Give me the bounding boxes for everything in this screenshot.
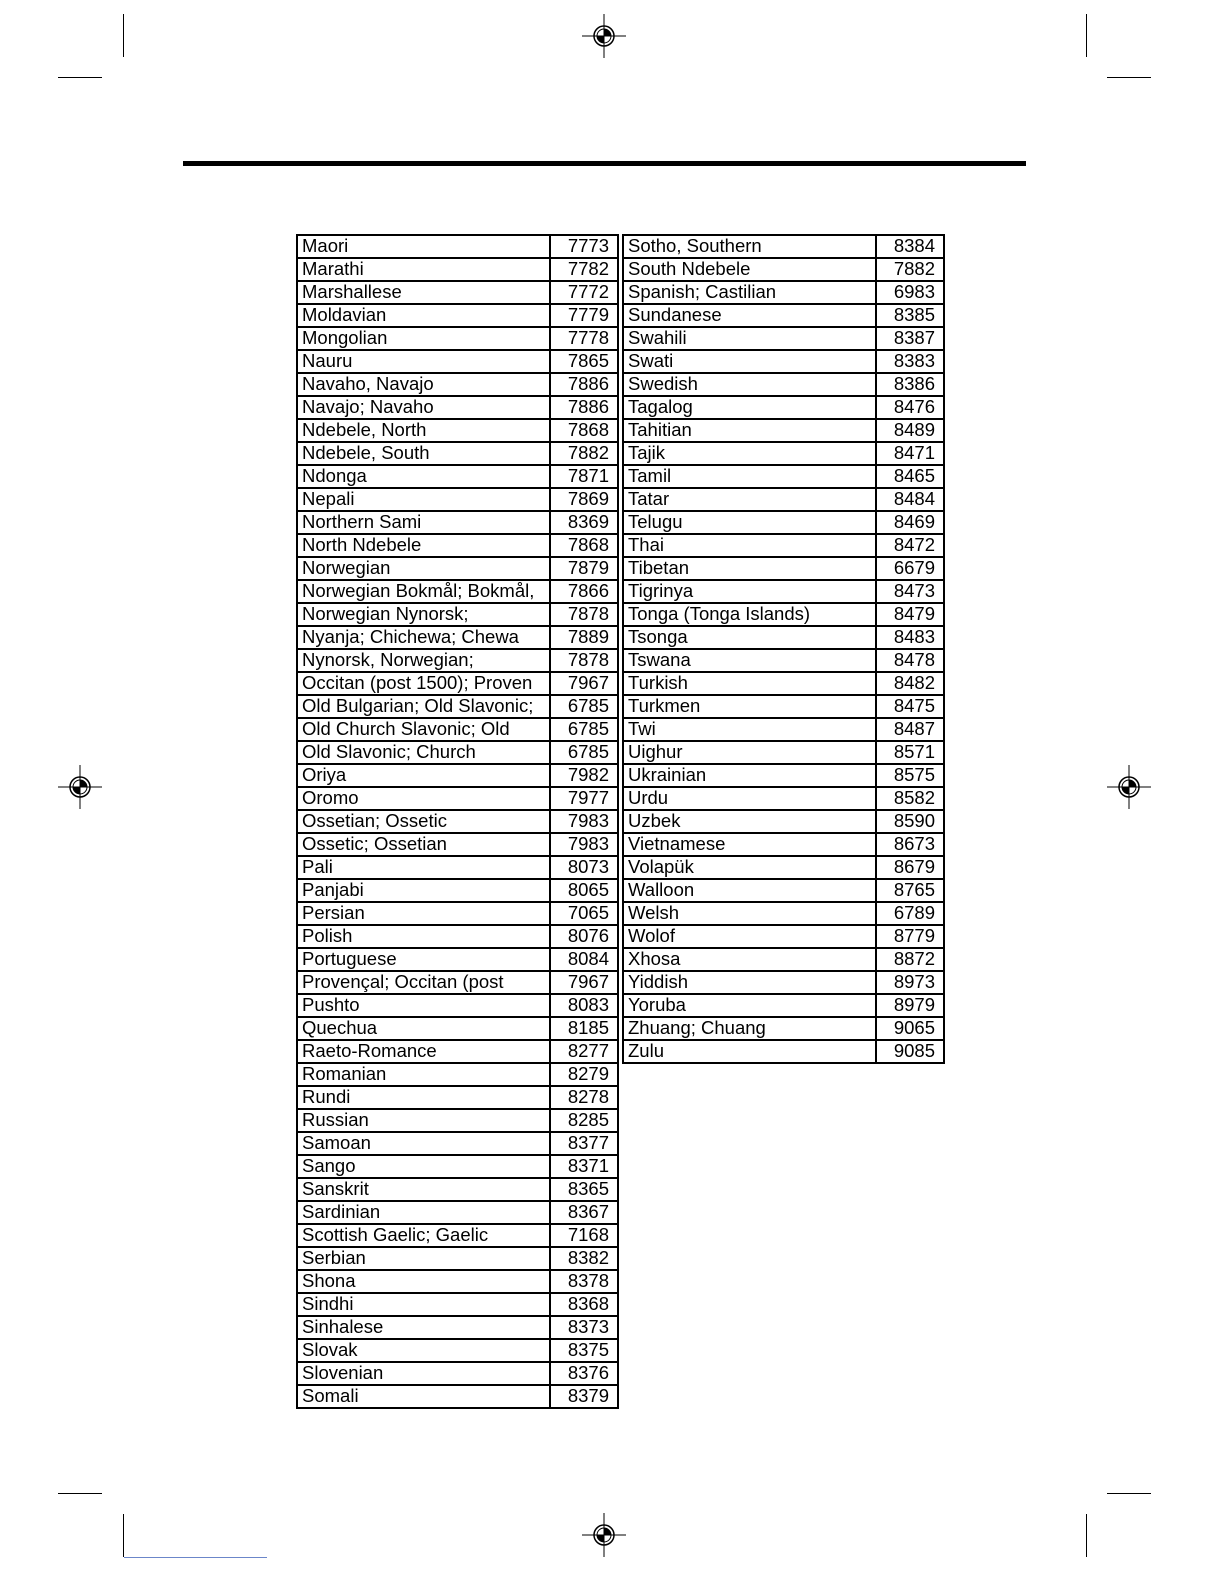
language-name-cell: Occitan (post 1500); Proven	[297, 672, 550, 695]
language-name-cell: Urdu	[623, 787, 876, 810]
language-name-cell: Quechua	[297, 1017, 550, 1040]
language-name-cell: Tamil	[623, 465, 876, 488]
table-row	[297, 764, 618, 787]
table-row	[623, 718, 944, 741]
language-code-cell: 7889	[550, 626, 618, 649]
language-code-cell: 8872	[876, 948, 944, 971]
table-row	[297, 787, 618, 810]
registration-mark-icon	[58, 765, 102, 809]
language-name-cell: Somali	[297, 1385, 550, 1408]
language-code-cell: 7982	[550, 764, 618, 787]
table-row	[623, 741, 944, 764]
language-code-cell: 8279	[550, 1063, 618, 1086]
language-code-cell: 8571	[876, 741, 944, 764]
language-name-cell: Pushto	[297, 994, 550, 1017]
table-row	[297, 856, 618, 879]
language-name-cell: Marshallese	[297, 281, 550, 304]
language-code-cell: 8378	[550, 1270, 618, 1293]
language-name-cell: Persian	[297, 902, 550, 925]
language-code-cell: 8367	[550, 1201, 618, 1224]
table-row	[623, 695, 944, 718]
table-row	[297, 465, 618, 488]
language-code-cell: 7871	[550, 465, 618, 488]
table-row	[623, 488, 944, 511]
language-name-cell: Navaho, Navajo	[297, 373, 550, 396]
language-name-cell: Yiddish	[623, 971, 876, 994]
language-name-cell: Zulu	[623, 1040, 876, 1063]
language-name-cell: Swahili	[623, 327, 876, 350]
language-code-table-left	[296, 234, 619, 1409]
table-row	[623, 787, 944, 810]
language-code-cell: 8376	[550, 1362, 618, 1385]
table-row	[297, 350, 618, 373]
table-row	[297, 879, 618, 902]
table-row	[297, 626, 618, 649]
language-name-cell: Maori	[297, 235, 550, 258]
language-name-cell: Norwegian Nynorsk;	[297, 603, 550, 626]
language-code-cell: 8582	[876, 787, 944, 810]
language-code-cell: 8386	[876, 373, 944, 396]
table-row	[623, 948, 944, 971]
language-code-cell: 6785	[550, 718, 618, 741]
language-name-cell: Marathi	[297, 258, 550, 281]
language-name-cell: Russian	[297, 1109, 550, 1132]
table-row	[623, 580, 944, 603]
language-code-cell: 8472	[876, 534, 944, 557]
language-name-cell: Northern Sami	[297, 511, 550, 534]
language-name-cell: Ukrainian	[623, 764, 876, 787]
table-row	[297, 833, 618, 856]
table-row	[297, 948, 618, 971]
registration-mark-icon	[582, 1513, 626, 1557]
language-code-cell: 8479	[876, 603, 944, 626]
language-code-cell: 8375	[550, 1339, 618, 1362]
language-name-cell: Rundi	[297, 1086, 550, 1109]
language-code-cell: 8484	[876, 488, 944, 511]
language-code-cell: 8979	[876, 994, 944, 1017]
table-row	[297, 902, 618, 925]
language-code-cell: 7866	[550, 580, 618, 603]
language-name-cell: Old Slavonic; Church	[297, 741, 550, 764]
language-code-cell: 8377	[550, 1132, 618, 1155]
language-name-cell: Norwegian Bokmål; Bokmål,	[297, 580, 550, 603]
language-code-cell: 7865	[550, 350, 618, 373]
table-row	[297, 327, 618, 350]
language-name-cell: Sinhalese	[297, 1316, 550, 1339]
language-name-cell: Zhuang; Chuang	[623, 1017, 876, 1040]
table-row	[623, 465, 944, 488]
language-code-cell: 8575	[876, 764, 944, 787]
table-row	[297, 235, 618, 258]
crop-mark-bottom-right-horizontal	[1107, 1493, 1151, 1494]
crop-mark-bottom-left-vertical	[123, 1514, 124, 1557]
language-code-cell: 7772	[550, 281, 618, 304]
language-name-cell: North Ndebele	[297, 534, 550, 557]
language-name-cell: Navajo; Navaho	[297, 396, 550, 419]
table-row	[297, 580, 618, 603]
language-code-cell: 7886	[550, 396, 618, 419]
language-code-cell: 6789	[876, 902, 944, 925]
language-name-cell: Polish	[297, 925, 550, 948]
language-code-cell: 8590	[876, 810, 944, 833]
language-code-cell: 8083	[550, 994, 618, 1017]
language-code-cell: 6785	[550, 695, 618, 718]
table-row	[297, 1178, 618, 1201]
table-row	[623, 534, 944, 557]
language-code-cell: 8471	[876, 442, 944, 465]
table-row	[297, 649, 618, 672]
language-name-cell: Slovenian	[297, 1362, 550, 1385]
language-name-cell: Uzbek	[623, 810, 876, 833]
language-code-cell: 8073	[550, 856, 618, 879]
table-row	[623, 603, 944, 626]
table-row	[297, 603, 618, 626]
table-row	[623, 994, 944, 1017]
language-name-cell: Tajik	[623, 442, 876, 465]
language-code-cell: 7773	[550, 235, 618, 258]
language-code-cell: 8365	[550, 1178, 618, 1201]
table-row	[297, 718, 618, 741]
language-code-cell: 8371	[550, 1155, 618, 1178]
table-row	[623, 511, 944, 534]
language-code-cell: 8368	[550, 1293, 618, 1316]
table-row	[297, 1155, 618, 1178]
language-name-cell: Sindhi	[297, 1293, 550, 1316]
table-row	[623, 281, 944, 304]
language-code-cell: 8383	[876, 350, 944, 373]
language-code-cell: 8285	[550, 1109, 618, 1132]
language-name-cell: Tsonga	[623, 626, 876, 649]
language-code-cell: 8278	[550, 1086, 618, 1109]
table-row	[297, 1132, 618, 1155]
language-code-cell: 8469	[876, 511, 944, 534]
language-name-cell: Tagalog	[623, 396, 876, 419]
language-name-cell: Spanish; Castilian	[623, 281, 876, 304]
table-row	[623, 1017, 944, 1040]
language-code-cell: 8387	[876, 327, 944, 350]
language-code-cell: 7967	[550, 672, 618, 695]
bottom-link-underline	[124, 1557, 267, 1558]
language-code-cell: 8379	[550, 1385, 618, 1408]
table-row	[623, 649, 944, 672]
registration-mark-icon	[582, 14, 626, 58]
language-name-cell: Tibetan	[623, 557, 876, 580]
language-code-cell: 8084	[550, 948, 618, 971]
registration-mark-icon	[1107, 765, 1151, 809]
language-name-cell: Uighur	[623, 741, 876, 764]
language-name-cell: Shona	[297, 1270, 550, 1293]
table-row	[623, 235, 944, 258]
table-row	[623, 810, 944, 833]
table-row	[623, 626, 944, 649]
table-row	[623, 442, 944, 465]
table-row	[297, 1063, 618, 1086]
table-row	[623, 833, 944, 856]
language-name-cell: Sango	[297, 1155, 550, 1178]
language-name-cell: Nynorsk, Norwegian;	[297, 649, 550, 672]
language-code-cell: 8384	[876, 235, 944, 258]
table-row	[297, 1224, 618, 1247]
language-code-cell: 7868	[550, 534, 618, 557]
language-name-cell: Oriya	[297, 764, 550, 787]
language-code-cell: 8765	[876, 879, 944, 902]
table-row	[297, 396, 618, 419]
table-row	[297, 925, 618, 948]
language-code-cell: 7977	[550, 787, 618, 810]
language-name-cell: South Ndebele	[623, 258, 876, 281]
table-row	[297, 511, 618, 534]
language-code-cell: 8489	[876, 419, 944, 442]
table-row	[297, 258, 618, 281]
crop-mark-bottom-right-vertical	[1086, 1514, 1087, 1557]
language-code-cell: 7882	[876, 258, 944, 281]
language-code-cell: 7983	[550, 810, 618, 833]
table-row	[623, 902, 944, 925]
language-name-cell: Panjabi	[297, 879, 550, 902]
language-code-table-right	[622, 234, 945, 1064]
language-name-cell: Yoruba	[623, 994, 876, 1017]
language-name-cell: Norwegian	[297, 557, 550, 580]
crop-mark-top-right-vertical	[1086, 14, 1087, 57]
crop-mark-top-left-vertical	[123, 14, 124, 57]
language-code-cell: 7886	[550, 373, 618, 396]
language-code-cell: 9065	[876, 1017, 944, 1040]
table-row	[623, 672, 944, 695]
language-name-cell: Sanskrit	[297, 1178, 550, 1201]
language-code-cell: 8076	[550, 925, 618, 948]
table-row	[297, 304, 618, 327]
language-name-cell: Turkish	[623, 672, 876, 695]
language-name-cell: Swati	[623, 350, 876, 373]
table-row	[297, 557, 618, 580]
language-name-cell: Moldavian	[297, 304, 550, 327]
table-row	[623, 971, 944, 994]
language-code-cell: 7869	[550, 488, 618, 511]
table-row	[297, 672, 618, 695]
table-row	[297, 1040, 618, 1063]
language-code-cell: 8385	[876, 304, 944, 327]
language-code-cell: 6983	[876, 281, 944, 304]
language-name-cell: Tigrinya	[623, 580, 876, 603]
language-code-cell: 8476	[876, 396, 944, 419]
table-row	[623, 1040, 944, 1063]
language-code-cell: 8465	[876, 465, 944, 488]
crop-mark-top-right-horizontal	[1107, 77, 1151, 78]
language-name-cell: Walloon	[623, 879, 876, 902]
language-name-cell: Thai	[623, 534, 876, 557]
language-name-cell: Scottish Gaelic; Gaelic	[297, 1224, 550, 1247]
table-row	[623, 856, 944, 879]
table-row	[623, 396, 944, 419]
table-row	[297, 1109, 618, 1132]
table-row	[297, 488, 618, 511]
language-code-cell: 8487	[876, 718, 944, 741]
language-name-cell: Portuguese	[297, 948, 550, 971]
table-row	[297, 1339, 618, 1362]
table-row	[623, 879, 944, 902]
language-name-cell: Ndonga	[297, 465, 550, 488]
table-row	[623, 350, 944, 373]
language-code-cell: 8475	[876, 695, 944, 718]
language-name-cell: Nauru	[297, 350, 550, 373]
table-row	[297, 810, 618, 833]
table-row	[623, 925, 944, 948]
language-code-cell: 8779	[876, 925, 944, 948]
language-code-cell: 8679	[876, 856, 944, 879]
language-name-cell: Swedish	[623, 373, 876, 396]
table-row	[623, 327, 944, 350]
language-code-cell: 8973	[876, 971, 944, 994]
table-row	[297, 1201, 618, 1224]
table-row	[623, 373, 944, 396]
language-code-cell: 7878	[550, 603, 618, 626]
language-name-cell: Tahitian	[623, 419, 876, 442]
table-row	[623, 419, 944, 442]
table-row	[297, 419, 618, 442]
table-row	[297, 1316, 618, 1339]
language-code-cell: 8065	[550, 879, 618, 902]
language-name-cell: Volapük	[623, 856, 876, 879]
language-name-cell: Sardinian	[297, 1201, 550, 1224]
language-name-cell: Vietnamese	[623, 833, 876, 856]
language-code-cell: 6785	[550, 741, 618, 764]
language-name-cell: Ndebele, South	[297, 442, 550, 465]
language-code-cell: 7879	[550, 557, 618, 580]
language-code-cell: 8373	[550, 1316, 618, 1339]
language-code-cell: 8478	[876, 649, 944, 672]
language-code-cell: 7778	[550, 327, 618, 350]
language-name-cell: Tatar	[623, 488, 876, 511]
table-row	[623, 304, 944, 327]
language-code-cell: 7983	[550, 833, 618, 856]
table-row	[297, 373, 618, 396]
language-code-cell: 9085	[876, 1040, 944, 1063]
language-name-cell: Sundanese	[623, 304, 876, 327]
table-row	[297, 741, 618, 764]
table-row	[623, 258, 944, 281]
language-code-cell: 8473	[876, 580, 944, 603]
language-name-cell: Raeto-Romance	[297, 1040, 550, 1063]
language-name-cell: Welsh	[623, 902, 876, 925]
table-row	[297, 1362, 618, 1385]
crop-mark-bottom-left-horizontal	[58, 1493, 102, 1494]
table-row	[297, 1017, 618, 1040]
language-code-cell: 7882	[550, 442, 618, 465]
table-row	[623, 557, 944, 580]
language-name-cell: Old Bulgarian; Old Slavonic;	[297, 695, 550, 718]
language-name-cell: Tswana	[623, 649, 876, 672]
header-rule	[183, 161, 1026, 166]
language-code-cell: 7168	[550, 1224, 618, 1247]
language-name-cell: Ossetian; Ossetic	[297, 810, 550, 833]
language-name-cell: Sotho, Southern	[623, 235, 876, 258]
language-name-cell: Ndebele, North	[297, 419, 550, 442]
language-name-cell: Serbian	[297, 1247, 550, 1270]
language-code-cell: 7782	[550, 258, 618, 281]
table-row	[297, 1086, 618, 1109]
language-name-cell: Mongolian	[297, 327, 550, 350]
language-name-cell: Nepali	[297, 488, 550, 511]
language-code-cell: 8185	[550, 1017, 618, 1040]
crop-mark-top-left-horizontal	[58, 77, 102, 78]
language-code-cell: 8483	[876, 626, 944, 649]
language-code-cell: 8277	[550, 1040, 618, 1063]
language-name-cell: Nyanja; Chichewa; Chewa	[297, 626, 550, 649]
language-code-cell: 8673	[876, 833, 944, 856]
table-row	[297, 1270, 618, 1293]
table-row	[297, 442, 618, 465]
language-code-cell: 8369	[550, 511, 618, 534]
language-name-cell: Slovak	[297, 1339, 550, 1362]
language-code-cell: 6679	[876, 557, 944, 580]
table-row	[297, 281, 618, 304]
language-name-cell: Wolof	[623, 925, 876, 948]
language-name-cell: Turkmen	[623, 695, 876, 718]
table-row	[623, 764, 944, 787]
language-code-cell: 7878	[550, 649, 618, 672]
language-name-cell: Tonga (Tonga Islands)	[623, 603, 876, 626]
table-row	[297, 695, 618, 718]
language-code-cell: 8382	[550, 1247, 618, 1270]
language-code-cell: 7967	[550, 971, 618, 994]
language-name-cell: Romanian	[297, 1063, 550, 1086]
language-name-cell: Oromo	[297, 787, 550, 810]
table-row	[297, 1385, 618, 1408]
table-row	[297, 1293, 618, 1316]
language-name-cell: Xhosa	[623, 948, 876, 971]
language-code-cell: 7065	[550, 902, 618, 925]
table-row	[297, 971, 618, 994]
table-row	[297, 1247, 618, 1270]
language-name-cell: Provençal; Occitan (post	[297, 971, 550, 994]
table-row	[297, 994, 618, 1017]
language-name-cell: Twi	[623, 718, 876, 741]
language-code-cell: 7779	[550, 304, 618, 327]
language-code-cell: 7868	[550, 419, 618, 442]
language-code-cell: 8482	[876, 672, 944, 695]
language-name-cell: Old Church Slavonic; Old	[297, 718, 550, 741]
language-name-cell: Samoan	[297, 1132, 550, 1155]
language-name-cell: Ossetic; Ossetian	[297, 833, 550, 856]
table-row	[297, 534, 618, 557]
language-name-cell: Pali	[297, 856, 550, 879]
language-name-cell: Telugu	[623, 511, 876, 534]
